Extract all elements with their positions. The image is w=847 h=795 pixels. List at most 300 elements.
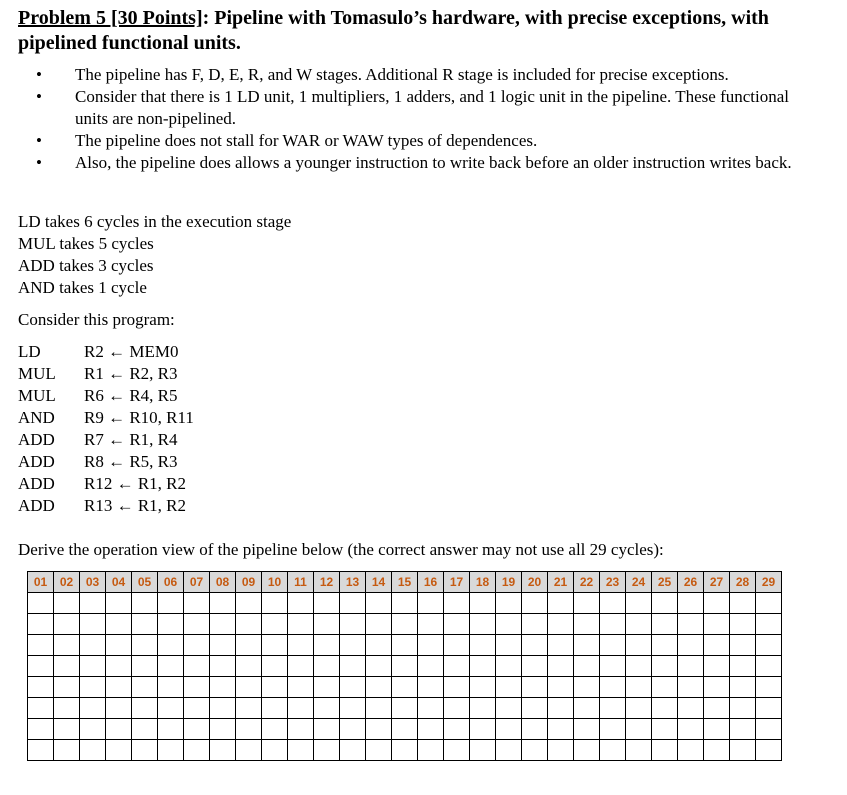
- cycle-header: 22: [574, 572, 600, 593]
- grid-cell[interactable]: [548, 593, 574, 614]
- grid-cell[interactable]: [574, 740, 600, 761]
- grid-cell[interactable]: [366, 593, 392, 614]
- opcode: MUL: [18, 386, 56, 405]
- grid-cell[interactable]: [418, 677, 444, 698]
- cycle-header: 23: [600, 572, 626, 593]
- grid-cell[interactable]: [314, 698, 340, 719]
- operands: R9 ← R10, R11: [84, 408, 194, 427]
- grid-cell[interactable]: [652, 677, 678, 698]
- grid-cell[interactable]: [314, 719, 340, 740]
- grid-cell[interactable]: [392, 698, 418, 719]
- grid-cell[interactable]: [730, 635, 756, 656]
- grid-cell[interactable]: [704, 740, 730, 761]
- grid-cell[interactable]: [548, 719, 574, 740]
- grid-cell[interactable]: [444, 593, 470, 614]
- grid-cell[interactable]: [210, 614, 236, 635]
- grid-cell[interactable]: [288, 698, 314, 719]
- grid-cell[interactable]: [106, 698, 132, 719]
- grid-cell[interactable]: [262, 698, 288, 719]
- grid-cell[interactable]: [236, 656, 262, 677]
- grid-cell[interactable]: [314, 656, 340, 677]
- grid-cell[interactable]: [314, 635, 340, 656]
- cycle-header: 03: [80, 572, 106, 593]
- grid-cell[interactable]: [366, 635, 392, 656]
- grid-cell[interactable]: [678, 719, 704, 740]
- list-item: [36, 130, 826, 152]
- grid-cell[interactable]: [730, 593, 756, 614]
- grid-cell[interactable]: [444, 677, 470, 698]
- grid-cell[interactable]: [522, 677, 548, 698]
- grid-cell[interactable]: [626, 677, 652, 698]
- grid-cell[interactable]: [28, 614, 54, 635]
- grid-cell[interactable]: [548, 698, 574, 719]
- cycle-header: 18: [470, 572, 496, 593]
- grid-cell[interactable]: [106, 593, 132, 614]
- grid-cell[interactable]: [496, 593, 522, 614]
- grid-cell[interactable]: [236, 614, 262, 635]
- grid-cell[interactable]: [678, 614, 704, 635]
- table-row: [28, 656, 782, 677]
- opcode: MUL: [18, 364, 56, 383]
- grid-cell[interactable]: [54, 656, 80, 677]
- grid-cell[interactable]: [600, 593, 626, 614]
- grid-cell[interactable]: [236, 698, 262, 719]
- grid-cell[interactable]: [132, 593, 158, 614]
- grid-cell[interactable]: [366, 719, 392, 740]
- grid-cell[interactable]: [28, 656, 54, 677]
- grid-cell[interactable]: [340, 698, 366, 719]
- grid-cell[interactable]: [418, 719, 444, 740]
- grid-cell[interactable]: [496, 719, 522, 740]
- grid-cell[interactable]: [184, 740, 210, 761]
- grid-cell[interactable]: [314, 614, 340, 635]
- grid-cell[interactable]: [132, 677, 158, 698]
- list-item: [36, 64, 826, 86]
- latency-line: MUL takes 5 cycles: [18, 234, 154, 253]
- grid-cell[interactable]: [470, 740, 496, 761]
- grid-cell[interactable]: [106, 719, 132, 740]
- grid-cell[interactable]: [600, 719, 626, 740]
- latency-line: LD takes 6 cycles in the execution stage: [18, 212, 292, 231]
- grid-cell[interactable]: [262, 656, 288, 677]
- grid-cell[interactable]: [80, 656, 106, 677]
- grid-cell[interactable]: [756, 593, 782, 614]
- grid-cell[interactable]: [106, 635, 132, 656]
- instruction-row: [18, 451, 194, 473]
- grid-cell[interactable]: [444, 698, 470, 719]
- grid-cell[interactable]: [418, 740, 444, 761]
- grid-cell[interactable]: [392, 614, 418, 635]
- grid-cell[interactable]: [418, 593, 444, 614]
- grid-cell[interactable]: [158, 593, 184, 614]
- grid-cell[interactable]: [574, 614, 600, 635]
- operands: R12 ← R1, R2: [84, 474, 187, 493]
- grid-cell[interactable]: [444, 740, 470, 761]
- grid-cell[interactable]: [236, 677, 262, 698]
- cycle-header: 26: [678, 572, 704, 593]
- grid-cell[interactable]: [340, 635, 366, 656]
- grid-cell[interactable]: [210, 740, 236, 761]
- grid-cell[interactable]: [288, 677, 314, 698]
- bullet-icon: •: [36, 87, 42, 106]
- grid-cell[interactable]: [288, 593, 314, 614]
- grid-cell[interactable]: [132, 740, 158, 761]
- grid-cell[interactable]: [652, 719, 678, 740]
- grid-cell[interactable]: [262, 677, 288, 698]
- grid-cell[interactable]: [626, 635, 652, 656]
- grid-cell[interactable]: [470, 614, 496, 635]
- grid-cell[interactable]: [106, 740, 132, 761]
- grid-cell[interactable]: [158, 635, 184, 656]
- grid-cell[interactable]: [184, 677, 210, 698]
- instruction-row: [18, 429, 194, 451]
- grid-cell[interactable]: [678, 740, 704, 761]
- grid-cell[interactable]: [470, 719, 496, 740]
- instruction-row: [18, 385, 194, 407]
- grid-cell[interactable]: [392, 656, 418, 677]
- grid-cell[interactable]: [522, 635, 548, 656]
- grid-cell[interactable]: [210, 698, 236, 719]
- grid-cell[interactable]: [54, 719, 80, 740]
- grid-cell[interactable]: [288, 656, 314, 677]
- grid-cell[interactable]: [626, 740, 652, 761]
- grid-cell[interactable]: [548, 656, 574, 677]
- grid-cell[interactable]: [236, 635, 262, 656]
- grid-cell[interactable]: [522, 656, 548, 677]
- grid-cell[interactable]: [756, 719, 782, 740]
- grid-cell[interactable]: [210, 635, 236, 656]
- problem-heading: : Pipeline with Tomasulo’s hardware, with precise exceptions, with pipelined functional units.: [18, 7, 769, 54]
- grid-cell[interactable]: [756, 614, 782, 635]
- grid-cell[interactable]: [340, 593, 366, 614]
- grid-cell[interactable]: [288, 635, 314, 656]
- grid-cell[interactable]: [600, 614, 626, 635]
- cycle-header: 08: [210, 572, 236, 593]
- grid-cell[interactable]: [574, 635, 600, 656]
- grid-cell[interactable]: [444, 656, 470, 677]
- grid-cell[interactable]: [366, 740, 392, 761]
- table-row: [28, 614, 782, 635]
- cycle-header: 04: [106, 572, 132, 593]
- grid-cell[interactable]: [262, 719, 288, 740]
- grid-cell[interactable]: [210, 677, 236, 698]
- assumption-list: [36, 64, 826, 174]
- grid-cell[interactable]: [444, 614, 470, 635]
- cycle-header: 01: [28, 572, 54, 593]
- grid-cell[interactable]: [470, 635, 496, 656]
- grid-cell[interactable]: [314, 593, 340, 614]
- grid-cell[interactable]: [548, 740, 574, 761]
- instruction-row: [18, 473, 194, 495]
- grid-cell[interactable]: [28, 635, 54, 656]
- grid-cell[interactable]: [756, 698, 782, 719]
- grid-cell[interactable]: [158, 698, 184, 719]
- grid-cell[interactable]: [236, 740, 262, 761]
- grid-cell[interactable]: [470, 698, 496, 719]
- table-row: [28, 635, 782, 656]
- cycle-header: 13: [340, 572, 366, 593]
- grid-cell[interactable]: [496, 635, 522, 656]
- grid-cell[interactable]: [522, 719, 548, 740]
- grid-cell[interactable]: [704, 614, 730, 635]
- grid-cell[interactable]: [496, 740, 522, 761]
- grid-cell[interactable]: [80, 614, 106, 635]
- grid-cell[interactable]: [80, 593, 106, 614]
- bullet-text: Consider that there is 1 LD unit, 1 multipliers, 1 adders, and 1 logic unit in the pipeline. These functional units are non-pipelined.: [75, 87, 790, 128]
- grid-cell[interactable]: [288, 740, 314, 761]
- grid-cell[interactable]: [28, 677, 54, 698]
- opcode: ADD: [18, 496, 55, 515]
- grid-cell[interactable]: [704, 593, 730, 614]
- operands: R13 ← R1, R2: [84, 496, 187, 515]
- grid-cell[interactable]: [470, 656, 496, 677]
- grid-cell[interactable]: [158, 719, 184, 740]
- grid-cell[interactable]: [730, 719, 756, 740]
- grid-cell[interactable]: [730, 740, 756, 761]
- operands: R7 ← R1, R4: [84, 430, 178, 449]
- grid-cell[interactable]: [652, 698, 678, 719]
- grid-cell[interactable]: [288, 614, 314, 635]
- grid-cell[interactable]: [158, 740, 184, 761]
- grid-cell[interactable]: [80, 677, 106, 698]
- grid-cell[interactable]: [184, 698, 210, 719]
- grid-cell[interactable]: [600, 656, 626, 677]
- bullet-icon: •: [36, 65, 42, 84]
- bullet-icon: •: [36, 131, 42, 150]
- latency-line: AND takes 1 cycle: [18, 278, 147, 297]
- grid-cell[interactable]: [80, 635, 106, 656]
- grid-cell[interactable]: [28, 740, 54, 761]
- grid-cell[interactable]: [184, 635, 210, 656]
- grid-cell[interactable]: [496, 656, 522, 677]
- problem-title: [18, 6, 838, 56]
- grid-cell[interactable]: [106, 677, 132, 698]
- grid-cell[interactable]: [366, 698, 392, 719]
- grid-cell[interactable]: [366, 656, 392, 677]
- grid-cell[interactable]: [626, 614, 652, 635]
- grid-cell[interactable]: [340, 614, 366, 635]
- grid-cell[interactable]: [548, 614, 574, 635]
- operands: R6 ← R4, R5: [84, 386, 178, 405]
- program-intro: Consider this program:: [18, 310, 175, 329]
- grid-cell[interactable]: [392, 677, 418, 698]
- grid-cell[interactable]: [54, 677, 80, 698]
- grid-cell[interactable]: [184, 593, 210, 614]
- grid-cell[interactable]: [366, 677, 392, 698]
- cycle-header: 21: [548, 572, 574, 593]
- grid-cell[interactable]: [80, 740, 106, 761]
- cycle-header: 29: [756, 572, 782, 593]
- grid-cell[interactable]: [756, 677, 782, 698]
- table-row: [28, 593, 782, 614]
- grid-cell[interactable]: [184, 614, 210, 635]
- grid-cell[interactable]: [158, 656, 184, 677]
- grid-cell[interactable]: [54, 698, 80, 719]
- grid-cell[interactable]: [418, 698, 444, 719]
- grid-cell[interactable]: [626, 719, 652, 740]
- grid-cell[interactable]: [756, 740, 782, 761]
- grid-cell[interactable]: [756, 656, 782, 677]
- grid-cell[interactable]: [418, 614, 444, 635]
- cycle-header: 15: [392, 572, 418, 593]
- grid-cell[interactable]: [28, 593, 54, 614]
- grid-cell[interactable]: [678, 698, 704, 719]
- grid-cell[interactable]: [132, 698, 158, 719]
- grid-cell[interactable]: [496, 614, 522, 635]
- grid-cell[interactable]: [496, 698, 522, 719]
- grid-cell[interactable]: [210, 656, 236, 677]
- latency-line: ADD takes 3 cycles: [18, 256, 154, 275]
- cycle-header: 20: [522, 572, 548, 593]
- grid-cell[interactable]: [106, 614, 132, 635]
- grid-cell[interactable]: [704, 635, 730, 656]
- table-row: [28, 740, 782, 761]
- opcode: ADD: [18, 430, 55, 449]
- grid-cell[interactable]: [184, 719, 210, 740]
- grid-cell[interactable]: [548, 635, 574, 656]
- grid-cell[interactable]: [418, 656, 444, 677]
- grid-cell[interactable]: [574, 719, 600, 740]
- grid-cell[interactable]: [626, 656, 652, 677]
- cycle-header: 06: [158, 572, 184, 593]
- grid-cell[interactable]: [158, 614, 184, 635]
- grid-cell[interactable]: [340, 677, 366, 698]
- grid-cell[interactable]: [600, 740, 626, 761]
- grid-cell[interactable]: [80, 698, 106, 719]
- instruction-row: [18, 407, 194, 429]
- grid-cell[interactable]: [210, 593, 236, 614]
- cycle-header: 14: [366, 572, 392, 593]
- grid-cell[interactable]: [54, 614, 80, 635]
- grid-cell[interactable]: [340, 740, 366, 761]
- bullet-text: The pipeline does not stall for WAR or WAW types of dependences.: [75, 131, 538, 150]
- grid-cell[interactable]: [28, 719, 54, 740]
- table-row: [28, 719, 782, 740]
- grid-cell[interactable]: [340, 719, 366, 740]
- list-item: [36, 86, 826, 130]
- grid-cell[interactable]: [678, 593, 704, 614]
- grid-cell[interactable]: [600, 677, 626, 698]
- grid-cell[interactable]: [132, 656, 158, 677]
- grid-cell[interactable]: [314, 740, 340, 761]
- grid-cell[interactable]: [262, 635, 288, 656]
- cycle-header: 11: [288, 572, 314, 593]
- grid-cell[interactable]: [704, 677, 730, 698]
- pipeline-grid: [27, 571, 782, 761]
- grid-cell[interactable]: [652, 635, 678, 656]
- grid-cell[interactable]: [314, 677, 340, 698]
- grid-cell[interactable]: [574, 677, 600, 698]
- grid-cell[interactable]: [704, 698, 730, 719]
- opcode: LD: [18, 342, 41, 361]
- grid-cell[interactable]: [652, 593, 678, 614]
- grid-cell[interactable]: [54, 593, 80, 614]
- grid-cell[interactable]: [418, 635, 444, 656]
- cycle-header: 17: [444, 572, 470, 593]
- bullet-text: Also, the pipeline does allows a younger instruction to write back before an older instruction writes back.: [75, 153, 792, 172]
- grid-cell[interactable]: [652, 656, 678, 677]
- opcode: ADD: [18, 452, 55, 471]
- instruction-row: [18, 341, 194, 363]
- grid-cell[interactable]: [106, 656, 132, 677]
- grid-cell[interactable]: [756, 635, 782, 656]
- cycle-header-row: [28, 572, 782, 593]
- grid-cell[interactable]: [574, 656, 600, 677]
- grid-cell[interactable]: [470, 677, 496, 698]
- grid-cell[interactable]: [392, 635, 418, 656]
- grid-cell[interactable]: [262, 614, 288, 635]
- grid-cell[interactable]: [132, 614, 158, 635]
- grid-cell[interactable]: [522, 593, 548, 614]
- grid-cell[interactable]: [730, 677, 756, 698]
- grid-cell[interactable]: [366, 614, 392, 635]
- grid-cell[interactable]: [704, 719, 730, 740]
- grid-cell[interactable]: [184, 656, 210, 677]
- grid-cell[interactable]: [548, 677, 574, 698]
- cycle-header: 16: [418, 572, 444, 593]
- grid-cell[interactable]: [574, 593, 600, 614]
- grid-cell[interactable]: [522, 698, 548, 719]
- grid-cell[interactable]: [392, 719, 418, 740]
- grid-cell[interactable]: [730, 614, 756, 635]
- cycle-latencies: [18, 211, 291, 299]
- grid-cell[interactable]: [54, 635, 80, 656]
- grid-cell[interactable]: [392, 740, 418, 761]
- grid-cell[interactable]: [340, 656, 366, 677]
- grid-cell[interactable]: [236, 719, 262, 740]
- grid-cell[interactable]: [132, 635, 158, 656]
- grid-cell[interactable]: [236, 593, 262, 614]
- cycle-header: 07: [184, 572, 210, 593]
- grid-cell[interactable]: [470, 593, 496, 614]
- grid-cell[interactable]: [28, 698, 54, 719]
- grid-cell[interactable]: [288, 719, 314, 740]
- grid-cell[interactable]: [392, 593, 418, 614]
- grid-cell[interactable]: [730, 698, 756, 719]
- grid-cell[interactable]: [522, 614, 548, 635]
- grid-cell[interactable]: [496, 677, 522, 698]
- grid-cell[interactable]: [522, 740, 548, 761]
- grid-cell[interactable]: [678, 635, 704, 656]
- grid-cell[interactable]: [652, 614, 678, 635]
- instruction-row: [18, 495, 194, 517]
- grid-cell[interactable]: [678, 656, 704, 677]
- grid-cell[interactable]: [132, 719, 158, 740]
- grid-cell[interactable]: [444, 635, 470, 656]
- cycle-header: 02: [54, 572, 80, 593]
- grid-cell[interactable]: [704, 656, 730, 677]
- derive-instruction: Derive the operation view of the pipeline below (the correct answer may not use all 29 cycles):: [18, 540, 664, 559]
- grid-cell[interactable]: [262, 740, 288, 761]
- grid-cell[interactable]: [678, 677, 704, 698]
- operands: R8 ← R5, R3: [84, 452, 178, 471]
- cycle-header: 28: [730, 572, 756, 593]
- list-item: [36, 152, 826, 174]
- grid-cell[interactable]: [626, 593, 652, 614]
- grid-cell[interactable]: [210, 719, 236, 740]
- grid-cell[interactable]: [626, 698, 652, 719]
- grid-cell[interactable]: [600, 698, 626, 719]
- grid-cell[interactable]: [80, 719, 106, 740]
- grid-cell[interactable]: [158, 677, 184, 698]
- grid-cell[interactable]: [262, 593, 288, 614]
- grid-cell[interactable]: [730, 656, 756, 677]
- grid-cell[interactable]: [600, 635, 626, 656]
- grid-cell[interactable]: [444, 719, 470, 740]
- grid-cell[interactable]: [574, 698, 600, 719]
- grid-cell[interactable]: [54, 740, 80, 761]
- grid-cell[interactable]: [652, 740, 678, 761]
